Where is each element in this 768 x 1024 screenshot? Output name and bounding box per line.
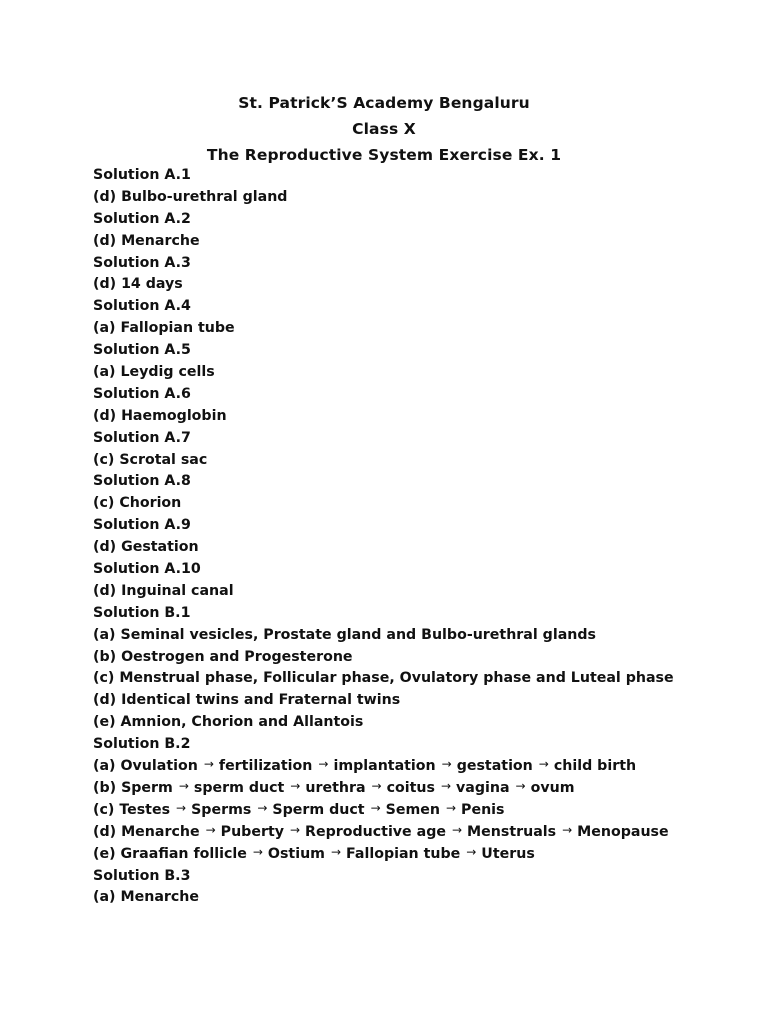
sequence-step: fertilization (218, 758, 313, 775)
answer-line: (e) Amnion, Chorion and Allantois (93, 714, 364, 731)
sequence-step: implantation (333, 758, 436, 775)
arrow-icon: → (371, 778, 382, 793)
answer-line: (d) Identical twins and Fraternal twins (93, 692, 401, 709)
sequence-step: vagina (456, 779, 510, 796)
answer-line: (a) Leydig cells (93, 364, 215, 381)
arrow-icon: → (176, 800, 187, 815)
sequence-step: sperm duct (193, 779, 285, 796)
solutions-list (93, 165, 753, 909)
solution-heading: Solution A.2 (93, 210, 191, 227)
answer-line: (a) Fallopian tube (93, 320, 235, 337)
sequence-answer-line (93, 844, 753, 866)
document-header (0, 90, 768, 168)
answer-line: (d) Menarche (93, 232, 200, 249)
sequence-step: Uterus (481, 845, 535, 862)
arrow-icon: → (257, 800, 268, 815)
arrow-icon: → (445, 800, 457, 815)
solution-heading: Solution A.6 (93, 385, 191, 402)
sequence-step: (d) Menarche (93, 823, 200, 840)
solution-heading: Solution A.10 (93, 561, 201, 578)
sequence-answer-line (93, 756, 753, 778)
arrow-icon: → (451, 822, 463, 837)
arrow-icon: → (318, 757, 329, 772)
solution-heading: Solution B.3 (93, 867, 191, 884)
solution-heading: Solution A.7 (93, 429, 191, 446)
sequence-step: Penis (461, 801, 505, 818)
sequence-step: (b) Sperm (93, 779, 173, 796)
class-name: Class X (352, 120, 416, 138)
arrow-icon: → (178, 778, 189, 793)
sequence-step: Sperms (191, 801, 252, 818)
answer-line: (c) Chorion (93, 495, 182, 512)
arrow-icon: → (466, 844, 477, 859)
sequence-answer-line (93, 800, 753, 822)
solution-heading: Solution B.1 (93, 604, 191, 621)
arrow-icon: → (289, 822, 301, 837)
sequence-step: urethra (305, 779, 366, 796)
answer-line: (a) Menarche (93, 889, 200, 906)
sequence-step: gestation (456, 758, 533, 775)
answer-line: (d) Bulbo-urethral gland (93, 188, 288, 205)
solution-heading: Solution B.2 (93, 736, 191, 753)
solution-heading: Solution A.1 (93, 167, 191, 183)
arrow-icon: → (205, 822, 216, 837)
sequence-step: child birth (553, 758, 637, 775)
arrow-icon: → (370, 800, 381, 815)
sequence-step: (e) Graafian follicle (93, 845, 247, 862)
exercise-title: The Reproductive System Exercise Ex. 1 (206, 146, 562, 164)
solution-heading: Solution A.4 (93, 298, 191, 315)
answer-line: (d) 14 days (93, 276, 183, 293)
sequence-step: Puberty (220, 823, 284, 840)
arrow-icon: → (515, 778, 526, 793)
answer-line: (d) Haemoglobin (93, 407, 227, 424)
answer-line: (b) Oestrogen and Progesterone (93, 648, 353, 665)
sequence-step: (a) Ovulation (93, 758, 198, 775)
answer-line: (a) Seminal vesicles, Prostate gland and Bulbo-urethral glands (93, 626, 596, 643)
arrow-icon: → (330, 844, 342, 859)
sequence-step: Menstruals (467, 823, 557, 840)
answer-line: (c) Menstrual phase, Follicular phase, Ovulatory phase and Luteal phase (93, 670, 674, 687)
arrow-icon: → (562, 822, 573, 837)
answer-line: (c) Scrotal sac (93, 451, 208, 468)
answer-line: (d) Gestation (93, 539, 199, 556)
arrow-icon: → (252, 844, 263, 859)
arrow-icon: → (538, 757, 549, 772)
solution-heading: Solution A.5 (93, 342, 191, 359)
sequence-step: coitus (386, 779, 435, 796)
arrow-icon: → (290, 778, 301, 793)
sequence-step: Semen (385, 801, 440, 818)
solution-heading: Solution A.9 (93, 517, 191, 534)
sequence-answer-line (93, 822, 753, 844)
sequence-step: Fallopian tube (346, 845, 461, 862)
answer-line: (d) Inguinal canal (93, 582, 234, 599)
solution-heading: Solution A.8 (93, 473, 191, 490)
sequence-answer-line (93, 778, 753, 800)
sequence-step: (c) Testes (93, 801, 171, 818)
arrow-icon: → (441, 757, 452, 772)
sequence-step: Menopause (577, 823, 669, 840)
sequence-step: ovum (530, 779, 575, 796)
sequence-step: Sperm duct (272, 801, 365, 818)
sequence-step: Ostium (267, 845, 325, 862)
sequence-step: Reproductive age (305, 823, 446, 840)
solution-heading: Solution A.3 (93, 254, 191, 271)
school-name: St. Patrick’S Academy Bengaluru (238, 94, 530, 112)
arrow-icon: → (203, 757, 214, 772)
arrow-icon: → (440, 778, 452, 793)
